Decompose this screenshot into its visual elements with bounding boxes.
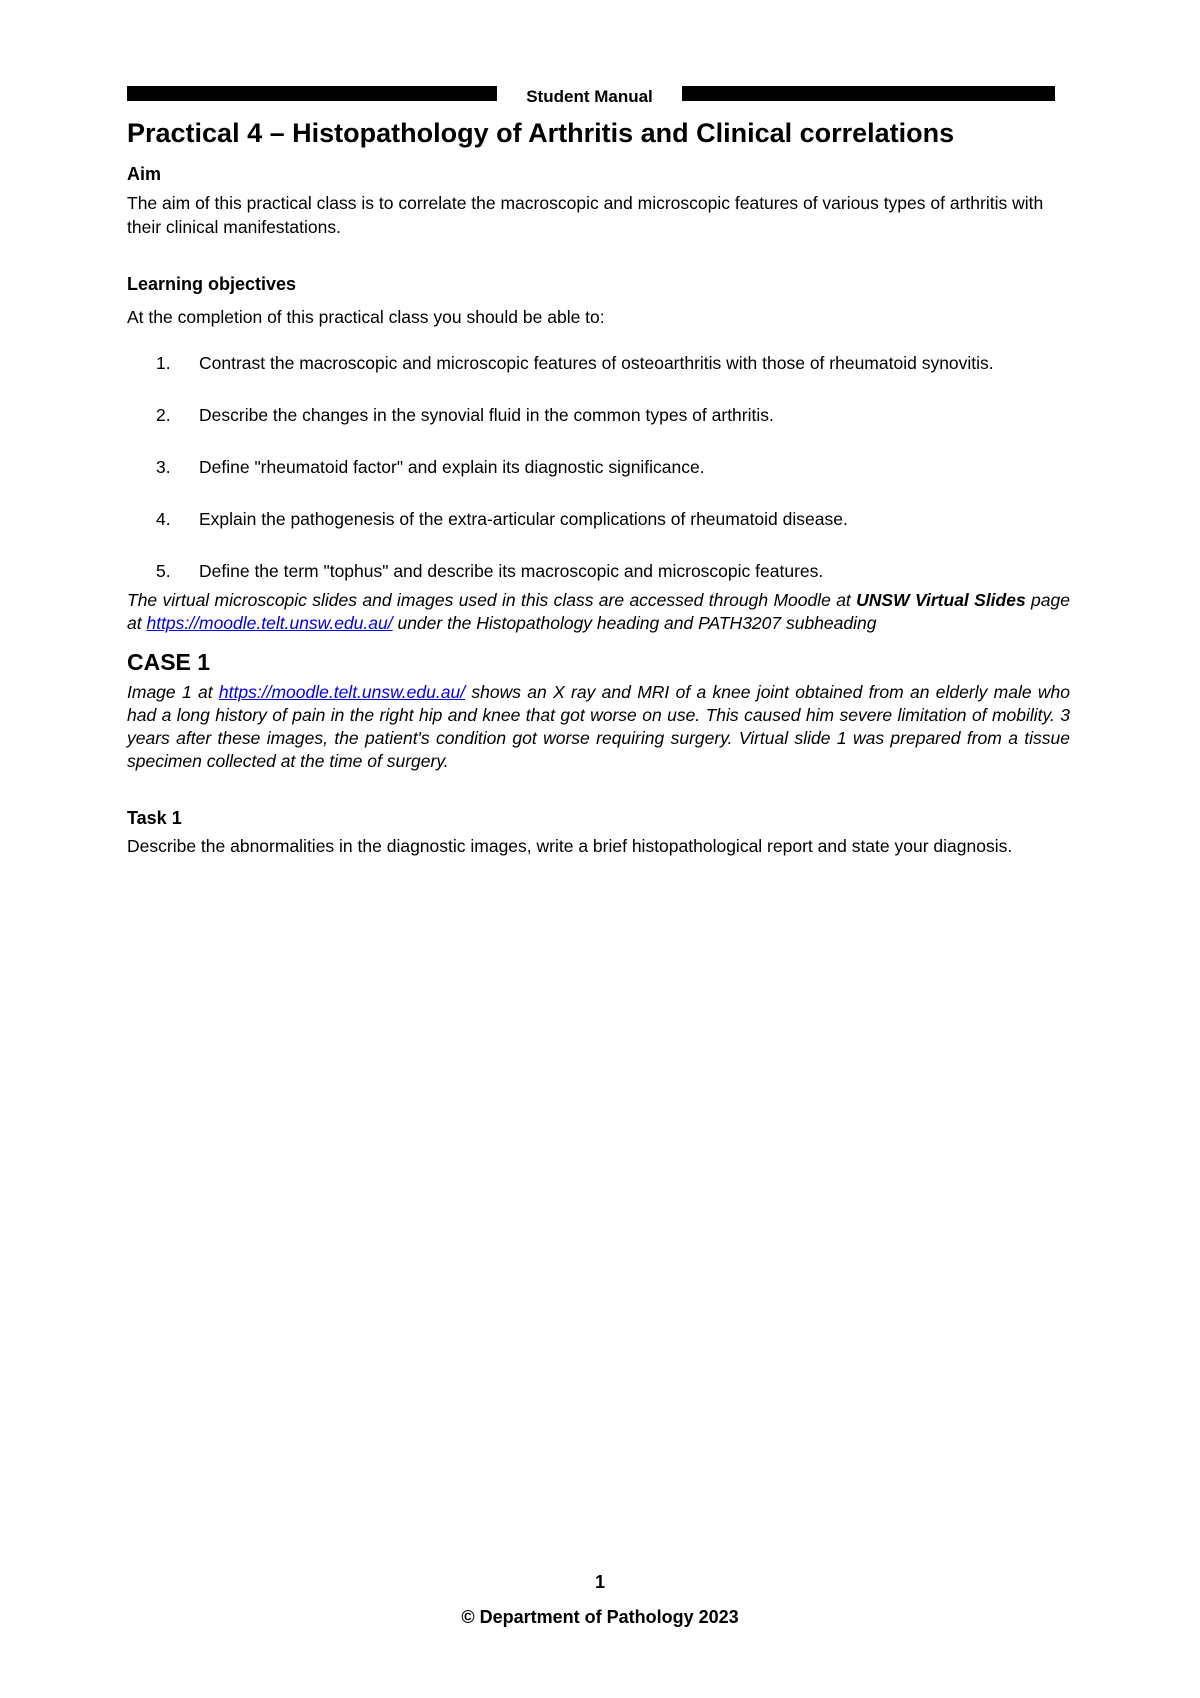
case-1-moodle-link[interactable]: https://moodle.telt.unsw.edu.au/ (218, 682, 466, 702)
objectives-list (127, 349, 1070, 585)
list-item-number: 2. (156, 405, 171, 425)
case-1-text-after: shows an X ray and MRI of a knee joint obtained from an elderly male who had a long history of pain in the right hip and knee that got worse on use. This caused him severe limitation of mobility. 3 years after these images, the patient's condition got worse requiring surgery. Virtual slide 1 was prepared from a tissue specimen collected at the time of surgery. (127, 682, 1070, 771)
list-item (127, 453, 1070, 481)
list-item (127, 557, 1070, 585)
task-1-text: Describe the abnormalities in the diagnostic images, write a brief histopathological report and state your diagnosis. (127, 836, 1013, 856)
page-title: Practical 4 – Histopathology of Arthritis and Clinical correlations (127, 118, 955, 148)
list-item-number: 3. (156, 457, 171, 477)
virtual-slides-name: UNSW Virtual Slides (856, 590, 1026, 610)
list-item (127, 349, 1070, 377)
content (127, 116, 1070, 858)
list-item (127, 505, 1070, 533)
virtual-slides-text-middle: page at (127, 590, 1070, 633)
case-1-text-before: Image 1 at (127, 682, 219, 702)
list-item-text: Contrast the macroscopic and microscopic features of osteoarthritis with those of rheumatoid synovitis. (199, 353, 994, 373)
learning-objectives-intro: At the completion of this practical class you should be able to: (127, 307, 605, 327)
list-item (127, 401, 1070, 429)
page-number: 1 (594, 1572, 605, 1592)
footer-copyright: © Department of Pathology 2023 (461, 1607, 739, 1627)
header-title: Student Manual (526, 87, 653, 106)
list-item-text: Define "rheumatoid factor" and explain its diagnostic significance. (199, 457, 705, 477)
list-item-number: 4. (156, 509, 171, 529)
list-item-number: 1. (156, 353, 171, 373)
list-item-text: Define the term "tophus" and describe its macroscopic and microscopic features. (199, 561, 824, 581)
aim-heading: Aim (127, 164, 162, 184)
header-bar-right (682, 86, 1055, 101)
aim-text: The aim of this practical class is to correlate the macroscopic and microscopic features of various types of arthritis with their clinical manifestations. (127, 193, 1044, 237)
header-bar-left (127, 86, 497, 101)
case-1-heading: CASE 1 (127, 649, 211, 675)
task-1-heading: Task 1 (127, 808, 182, 828)
virtual-slides-text-before: The virtual microscopic slides and images used in this class are accessed through Moodle at (127, 590, 857, 610)
list-item-text: Describe the changes in the synovial fluid in the common types of arthritis. (199, 405, 774, 425)
virtual-slides-text-after: under the Histopathology heading and PATH3207 subheading (392, 613, 877, 633)
learning-objectives-heading: Learning objectives (127, 274, 297, 294)
virtual-slides-paragraph (127, 589, 1070, 635)
list-item-number: 5. (156, 561, 171, 581)
case-1-paragraph (127, 681, 1070, 773)
list-item-text: Explain the pathogenesis of the extra-articular complications of rheumatoid disease. (199, 509, 848, 529)
moodle-link[interactable]: https://moodle.telt.unsw.edu.au/ (146, 613, 393, 633)
